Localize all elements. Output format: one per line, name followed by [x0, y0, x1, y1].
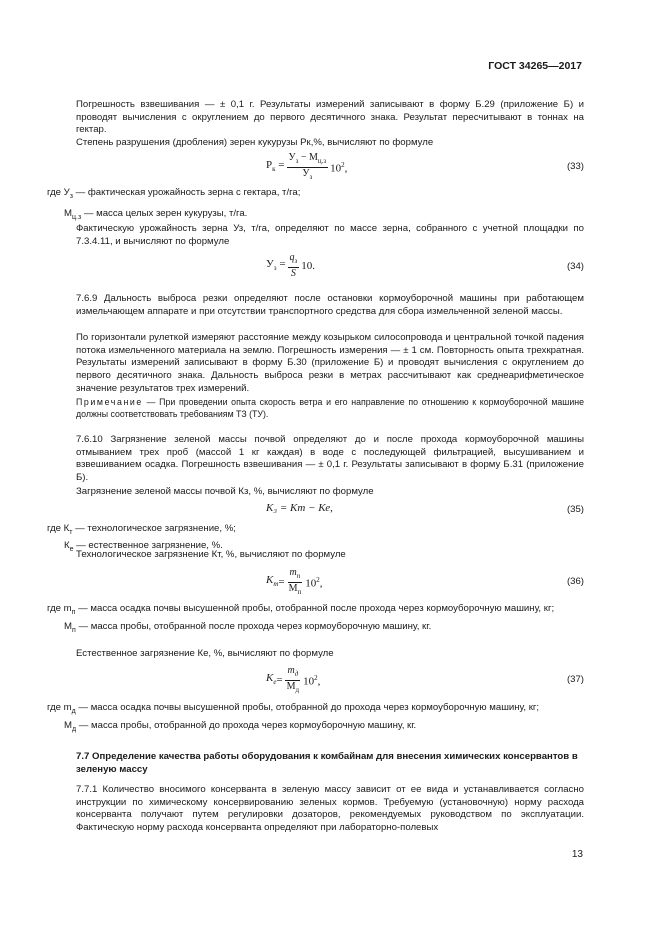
formula-34-fraction: $\frac{q_з}{S}$: [289, 252, 298, 279]
formula-34-number: (34): [566, 261, 584, 272]
formula-33-lhs: $Р_к$ =: [266, 159, 285, 174]
formula-33-legend: [47, 187, 585, 224]
section-heading-7-7: 7.7 Определение качества работы оборудования к комбайнам для внесения химических консервантов в зеленую массу: [76, 751, 578, 775]
legend-item: $М_п$ — масса пробы, отобранной после прохода через кормоуборочную машину, кг.: [64, 620, 432, 634]
formula-33-tail: $10^2$,: [330, 161, 348, 175]
formula-33: [76, 152, 584, 182]
formula-37-legend: [47, 702, 585, 736]
paragraph-formula-36-intro: Технологическое загрязнение Кт, %, вычисляют по формуле: [76, 549, 346, 560]
formula-35-number: (35): [566, 504, 584, 515]
formula-34: $У_з$ = $\frac{q_з}{S}$ 10. (34): [266, 252, 584, 279]
formula-35: К₃ = Кт − Ке, (35): [266, 502, 584, 515]
legend-item: где $m_п$ — масса осадка почвы высушенной пробы, отобранной после прохода через кормоуборочную машину, кг;: [47, 603, 555, 616]
legend-item: $К_е$ — естественное загрязнение, %.: [64, 539, 223, 553]
document-header: ГОСТ 34265—2017: [488, 60, 582, 72]
paragraph-formula-35-intro: Загрязнение зеленой массы почвой Кз, %, вычисляют по формуле: [76, 486, 374, 497]
paragraph-7-6-9: 7.6.9 Дальность выброса резки определяют после остановки кормоуборочной машины при работающем измельчающем аппарате и при отсутствии транспортного средства для сбора измельченной зеленой массы.: [76, 293, 584, 317]
formula-36-number: (36): [566, 576, 584, 587]
formula-36-fraction: $\frac{m_п}{М_п}$: [288, 567, 302, 596]
paragraph-7-6-10: 7.6.10 Загрязнение зеленой массы почвой определяют до и после прохода кормоуборочной машины отмыванием трех проб (массой 1 кг каждая) в воде с последующей фильтрацией, высушиванием и взвешиванием осадка. Погрешность взвешивания — ± 0,1 г. Результаты записывают в форму Б.31 (приложение Б).: [76, 434, 584, 484]
formula-36-legend: [47, 603, 585, 637]
legend-item: $М_д$ — масса пробы, отобранной до прохода через кормоуборочную машину, кг.: [64, 719, 417, 733]
paragraph-7-7-1: 7.7.1 Количество вносимого консерванта в зеленую массу зависит от ее вида и устанавливается согласно инструкции по химическому консервированию зеленых кормов. Требуемую (установочную) норму расхода консерванта получают путем регулировки дозаторов, рекомендуемых руководством по эксплуатации. Фактическую норму расхода консерванта определяют при лабораторно-полевых: [76, 784, 584, 834]
legend-item: где $У_з$ — фактическая урожайность зерна с гектара, т/га;: [47, 187, 301, 200]
formula-37-fraction: $\frac{m_д}{М_д}$: [286, 665, 300, 694]
formula-33-number: (33): [566, 161, 584, 172]
note: Примечание — При проведении опыта скорость ветра и его направление по отношению к кормоуборочной машине должны соответствовать требованиям ТЗ (ТУ).: [76, 397, 584, 419]
paragraph-formula-33-intro: Степень разрушения (дробления) зерен кукурузы Рк,%, вычисляют по формуле: [76, 137, 434, 148]
legend-item: $М_{ц.з}$ — масса целых зерен кукурузы, т/га.: [64, 207, 248, 221]
formula-36: $К_т$ = $\frac{m_п}{М_п}$ $10^2$, (36): [266, 567, 584, 596]
paragraph-yield-intro: Фактическую урожайность зерна Уз, т/га, определяют по массе зерна, собранного с учетной площадки по 7.3.4.11, и вычисляют по формуле: [76, 223, 584, 247]
paragraph-distance-measurement: По горизонтали рулеткой измеряют расстояние между козырьком силосопровода и центральной точкой падения потока измельченного материала на землю. Погрешность измерения — ± 1 см. Повторность опыта трехкратная. Результаты измерений записывают в форму Б.30 (приложение Б) и проводят вычисления с округлением до первого десятичного знака. Дальность выброса резки в метрах рассчитывают как среднеарифметическое значение результатов трех измерений.: [76, 332, 584, 394]
formula-37-number: (37): [566, 674, 584, 685]
formula-37: $К_е$ = $\frac{m_д}{М_д}$ $10^2$, (37): [266, 665, 584, 694]
legend-item: где $К_т$ — технологическое загрязнение, %;: [47, 523, 236, 536]
paragraph-formula-37-intro: Естественное загрязнение Ке, %, вычисляют по формуле: [76, 648, 334, 659]
paragraph-weighing-error: Погрешность взвешивания — ± 0,1 г. Результаты измерений записывают в форму Б.29 (приложение Б) и проводят вычисления с округлением до первого десятичного знака. Результат пересчитывают в тоннах на гектар.: [76, 99, 584, 136]
legend-item: где $m_д$ — масса осадка почвы высушенной пробы, отобранной до прохода через кормоуборочную машину, кг;: [47, 702, 540, 715]
formula-33-fraction: $\frac{У_з - М_{ц.з}}{У_з}$: [288, 152, 327, 181]
page-number: 13: [571, 849, 583, 860]
